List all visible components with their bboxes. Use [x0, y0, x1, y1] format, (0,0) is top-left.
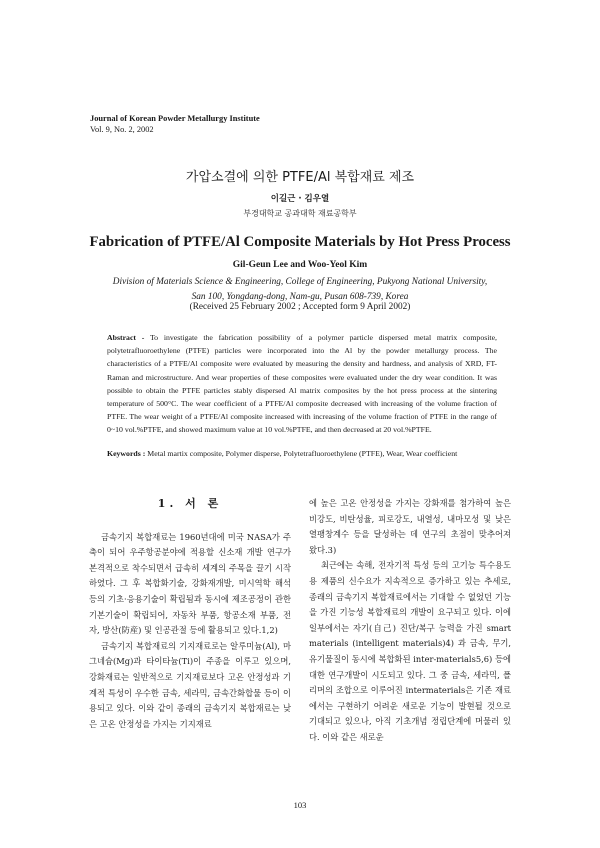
received-dates: (Received 25 February 2002 ; Accepted form 9 April 2002) — [189, 302, 411, 312]
keywords-label: Keywords : — [107, 449, 146, 458]
abstract-text: To investigate the fabrication possibility of a polymer particle dispersed metal matrix composite, polytetrafluoroethylene (PTFE) particles were incorporated into the Al by the powder metallurgy process. The characteristics of a PTFE/Al composite were evaluated by measuring the density and hardness, and analysis of XRD, FT-Raman and microstructure. And wear properties of these composites were evaluated under the dry wear condition. It was possible to obtain the PTFE particles stably dispersed Al matrix composites by the hot press process at the sintering temperature of 500°C. The wear coefficient of a PTFE/Al composite decreased with increasing of the volume fraction of PTFE. The wear weight of a PTFE/Al composite increased with increasing of the volume fraction of PTFE in the range of 0~10 vol.%PTFE, and showed maximum value at 10 vol.%PTFE, and then decreased at 20 vol.%PTFE. — [107, 333, 497, 435]
journal-volume: Vol. 9, No. 2, 2002 — [90, 125, 154, 134]
section-heading: 1. 서 론 — [157, 497, 223, 510]
page-number: 103 — [293, 800, 307, 810]
right-column — [309, 496, 511, 746]
english-affiliation — [100, 275, 500, 305]
keywords — [107, 448, 507, 460]
affiliation-line-2: San 100, Yongdang-dong, Nam-gu, Pusan 608-739, Korea — [191, 292, 409, 302]
korean-authors: 이길근 · 김우열 — [270, 194, 330, 204]
journal-name: Journal of Korean Powder Metallurgy Institute — [90, 114, 260, 123]
left-column — [89, 496, 291, 732]
body-paragraph: 금속기지 복합재료는 1960년대에 미국 NASA가 주축이 되어 우주항공분야에 적용할 신소재 개발 연구가 본격적으로 착수되면서 급속히 세계의 주목을 끌기 시작하였다. 그 후 복합화기술, 강화재개발, 미시역학 해석 등의 기초·응용기술이 확립됨과 동시에 제조공정이 관한 기본기술이 확립되어, 자동차 부품, 항공소재 부품, 전자, 방산(防産) 및 인공관절 등에 활용되고 있다.1,2) — [89, 531, 291, 636]
abstract — [107, 331, 497, 437]
body-paragraph: 최근에는 속해, 전자기적 특성 등의 고기능 특수용도용 제품의 신수요가 지속적으로 증가하고 있는 추세로, 종래의 금속기지 복합재료에서는 기대할 수 없었던 기능을 가진 기능성 복합재료의 개발이 요구되고 있다. 이에 일부에서는 자기(自己) 진단/복구 능력을 가진 smart materials (intelligent materials)4) 과 금속, 무기, 유기물질이 동시에 복합화된 inter-materials5,6) 등에 대한 연구개발이 시도되고 있다. 그 중 금속, 세라믹, 폴리머의 조합으로 이루어진 intermaterials은 기존 재료에서는 구현하기 어려운 새로운 기능이 발현될 것으로 기대되고 있으나, 아직 기초개념 정립단계에 머물러 있다. 이와 같은 새로운 — [309, 560, 511, 742]
abstract-label: Abstract - — [107, 333, 145, 342]
affiliation-line-1: Division of Materials Science & Engineering, College of Engineering, Pukyong National University, — [112, 277, 488, 287]
journal-header — [90, 113, 260, 135]
korean-title: 가압소결에 의한 PTFE/Al 복합재료 제조 — [185, 170, 415, 185]
body-paragraph: 금속기지 복합재료의 기지재료로는 알루미늄(Al), 마그네슘(Mg)과 타이타늄(Ti)이 주종을 이루고 있으며, 강화재료는 일반적으로 기지재료보다 고온 안정성과 기계적 특성이 우수한 금속, 세라믹, 금속간화합물 등이 이용되고 있다. 이와 같이 종래의 금속기지 복합재료는 낮은 고온 안정성을 가지는 기지재료 — [89, 640, 291, 729]
english-authors: Gil-Geun Lee and Woo-Yeol Kim — [232, 260, 368, 270]
english-title: Fabrication of PTFE/Al Composite Materials by Hot Press Process — [89, 234, 511, 250]
korean-affiliation: 부경대학교 공과대학 재료공학부 — [243, 209, 357, 218]
body-paragraph: 에 높은 고온 안정성을 가지는 강화재를 첨가하여 높은 비강도, 비탄성율, 피로강도, 내열성, 내마모성 및 낮은 열팽창계수 등을 달성하는 데 연구의 초점이 맞추어져 왔다.3) — [309, 498, 511, 555]
keywords-text: Metal martix composite, Polymer disperse, Polytetrafluoroethylene (PTFE), Wear, Wear coefficient — [147, 449, 458, 458]
